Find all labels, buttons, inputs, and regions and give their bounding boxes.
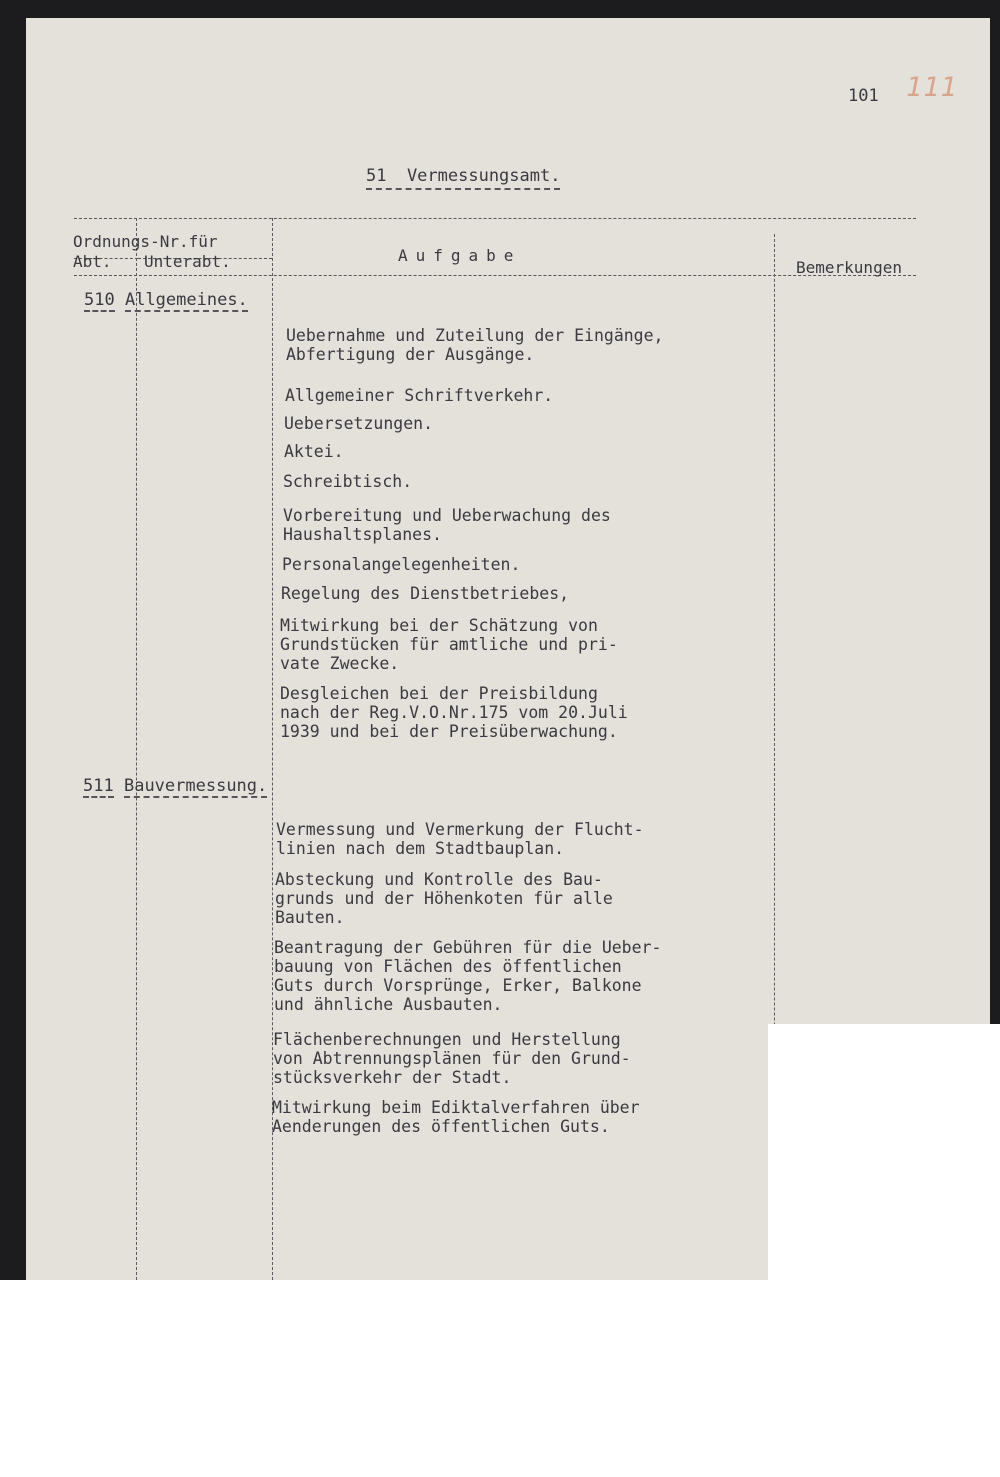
- list-item: Absteckung und Kontrolle des Bau- grunds und der Höhenkoten für alle Bauten.: [275, 870, 613, 927]
- list-item: Regelung des Dienstbetriebes,: [281, 584, 570, 603]
- list-item: Schreibtisch.: [283, 472, 413, 491]
- list-item: Desgleichen bei der Preisbildung nach der Reg.V.O.Nr.175 vom 20.Juli 1939 und bei der Preisüberwachung.: [280, 684, 628, 741]
- document-title: 51 Vermessungsamt.: [366, 166, 560, 190]
- blank-corner-region: [768, 1024, 1000, 1280]
- list-item: Mitwirkung bei der Schätzung von Grundstücken für amtliche und pri- vate Zwecke.: [280, 616, 618, 673]
- column-divider-abt: [136, 218, 137, 1280]
- list-item: Aktei.: [284, 442, 344, 461]
- list-item: Mitwirkung beim Ediktalverfahren über Aenderungen des öffentlichen Guts.: [272, 1098, 640, 1136]
- header-unterabt: Unterabt.: [144, 252, 231, 271]
- blank-bottom-region: [0, 1280, 1000, 1477]
- section-code: 511: [83, 776, 114, 796]
- handwritten-stamp-number: 111: [906, 72, 958, 103]
- list-item: Vermessung und Vermerkung der Flucht- linien nach dem Stadtbauplan.: [276, 820, 644, 858]
- section-label: Bauvermessung.: [123, 776, 268, 796]
- list-item: Uebersetzungen.: [284, 414, 434, 433]
- header-bottom-rule: [74, 275, 916, 276]
- header-bemerkungen: Bemerkungen: [796, 258, 902, 277]
- table-top-rule: [74, 218, 916, 219]
- list-item: Flächenberechnungen und Herstellung von Abtrennungsplänen für den Grund- stücksverkehr der Stadt.: [273, 1030, 631, 1087]
- list-item: Vorbereitung und Ueberwachung des Haushaltsplanes.: [283, 506, 611, 544]
- list-item: Personalangelegenheiten.: [282, 555, 521, 574]
- section-heading-510: [84, 290, 248, 310]
- page-number: 101: [848, 86, 879, 106]
- list-item: Allgemeiner Schriftverkehr.: [285, 386, 554, 405]
- section-code: 510: [84, 290, 115, 310]
- section-heading-511: [83, 776, 267, 796]
- header-aufgabe: Aufgabe: [398, 246, 522, 265]
- section-label: Allgemeines.: [124, 290, 248, 310]
- header-ordnungs-nr: Ordnungs-Nr.für: [73, 232, 218, 251]
- list-item: Uebernahme und Zuteilung der Eingänge, Abfertigung der Ausgänge.: [286, 326, 664, 364]
- header-abt: Abt.: [73, 252, 112, 271]
- list-item: Beantragung der Gebühren für die Ueber- bauung von Flächen des öffentlichen Guts durch Vorsprünge, Erker, Balkone und ähnliche Ausbauten.: [274, 938, 662, 1014]
